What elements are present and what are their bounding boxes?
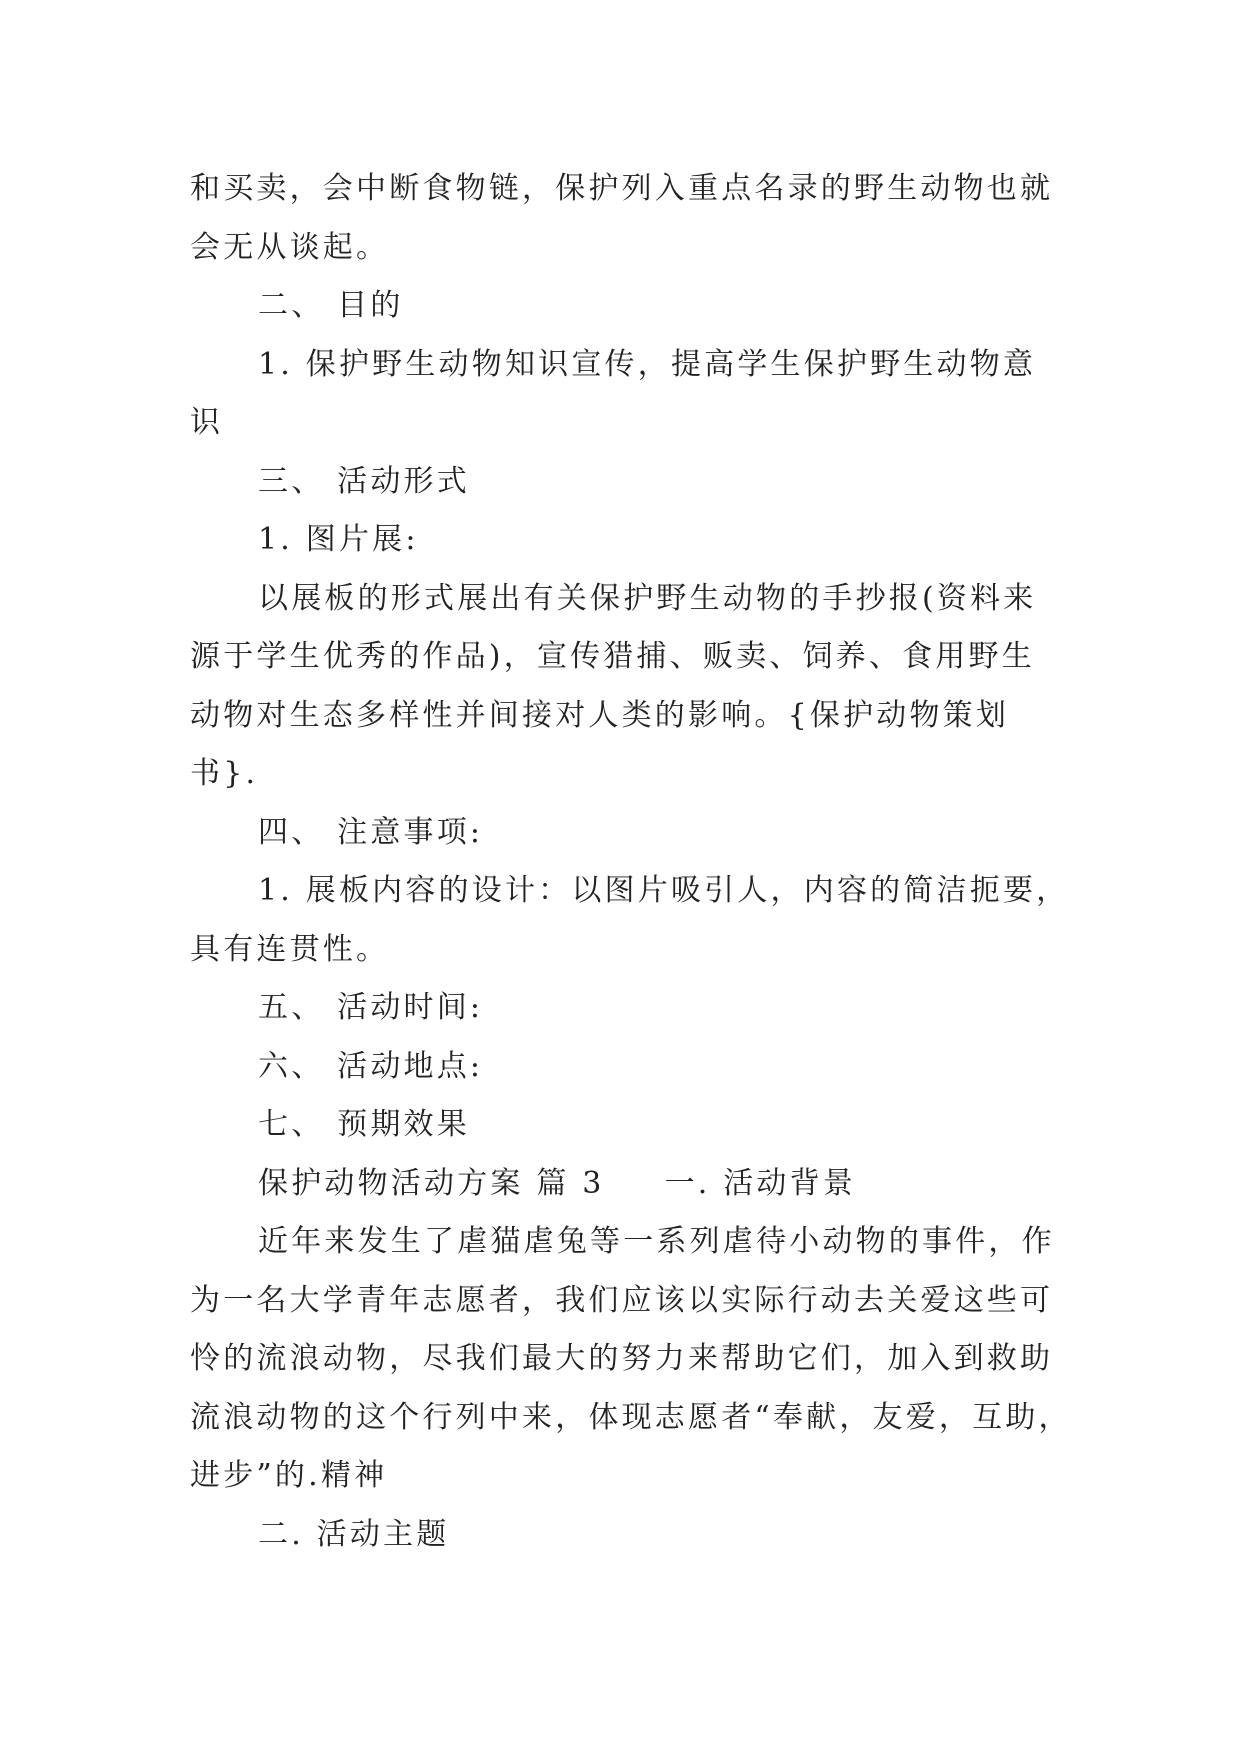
text-line: 1. 保护野生动物知识宣传，提高学生保护野生动物意 xyxy=(258,346,1037,382)
text-line: 流浪动物的这个行列中来，体现志愿者“奉献，友爱，互助， xyxy=(190,1399,1072,1435)
section-heading: 二. 活动主题 xyxy=(258,1516,450,1552)
section-heading: 六、 活动地点: xyxy=(258,1048,484,1084)
section-heading: 一. 活动背景 xyxy=(664,1165,857,1201)
document-body xyxy=(190,160,1070,1564)
section-heading: 四、 注意事项: xyxy=(258,814,484,850)
section-heading: 七、 预期效果 xyxy=(258,1107,470,1142)
text-line: 为一名大学青年志愿者，我们应该以实际行动去关爱这些可 xyxy=(190,1282,1054,1318)
section-heading: 二、 目的 xyxy=(258,288,404,323)
text-line: 源于学生优秀的作品)，宣传猎捕、贩卖、饲养、食用野生 xyxy=(190,639,1035,674)
text-line: 1. 展板内容的设计：以图片吸引人，内容的简洁扼要， xyxy=(258,873,1070,908)
text-line: 具有连贯性。 xyxy=(190,931,390,967)
text-line: 1. 图片展: xyxy=(258,522,419,557)
text-line: 近年来发生了虐猫虐兔等一系列虐待小动物的事件，作 xyxy=(258,1224,1055,1259)
plan-title-line xyxy=(190,1155,1070,1214)
plan-title: 保护动物活动方案 篇 3 xyxy=(258,1165,605,1201)
text-line: 动物对生态多样性并间接对人类的影响。{保护动物策划 xyxy=(190,697,1010,733)
text-line: 以展板的形式展出有关保护野生动物的手抄报(资料来 xyxy=(258,580,1037,616)
text-line: 会无从谈起。 xyxy=(190,229,390,265)
text-line: 和买卖，会中断食物链，保护列入重点名录的野生动物也就 xyxy=(190,171,1054,206)
text-line: 识 xyxy=(190,405,224,440)
text-line: 怜的流浪动物，尽我们最大的努力来帮助它们，加入到救助 xyxy=(190,1341,1054,1376)
section-heading: 五、 活动时间: xyxy=(258,990,484,1025)
text-line: 进步”的.精神 xyxy=(190,1458,388,1493)
text-line: 书}. xyxy=(190,756,259,791)
section-heading: 三、 活动形式 xyxy=(258,463,470,499)
